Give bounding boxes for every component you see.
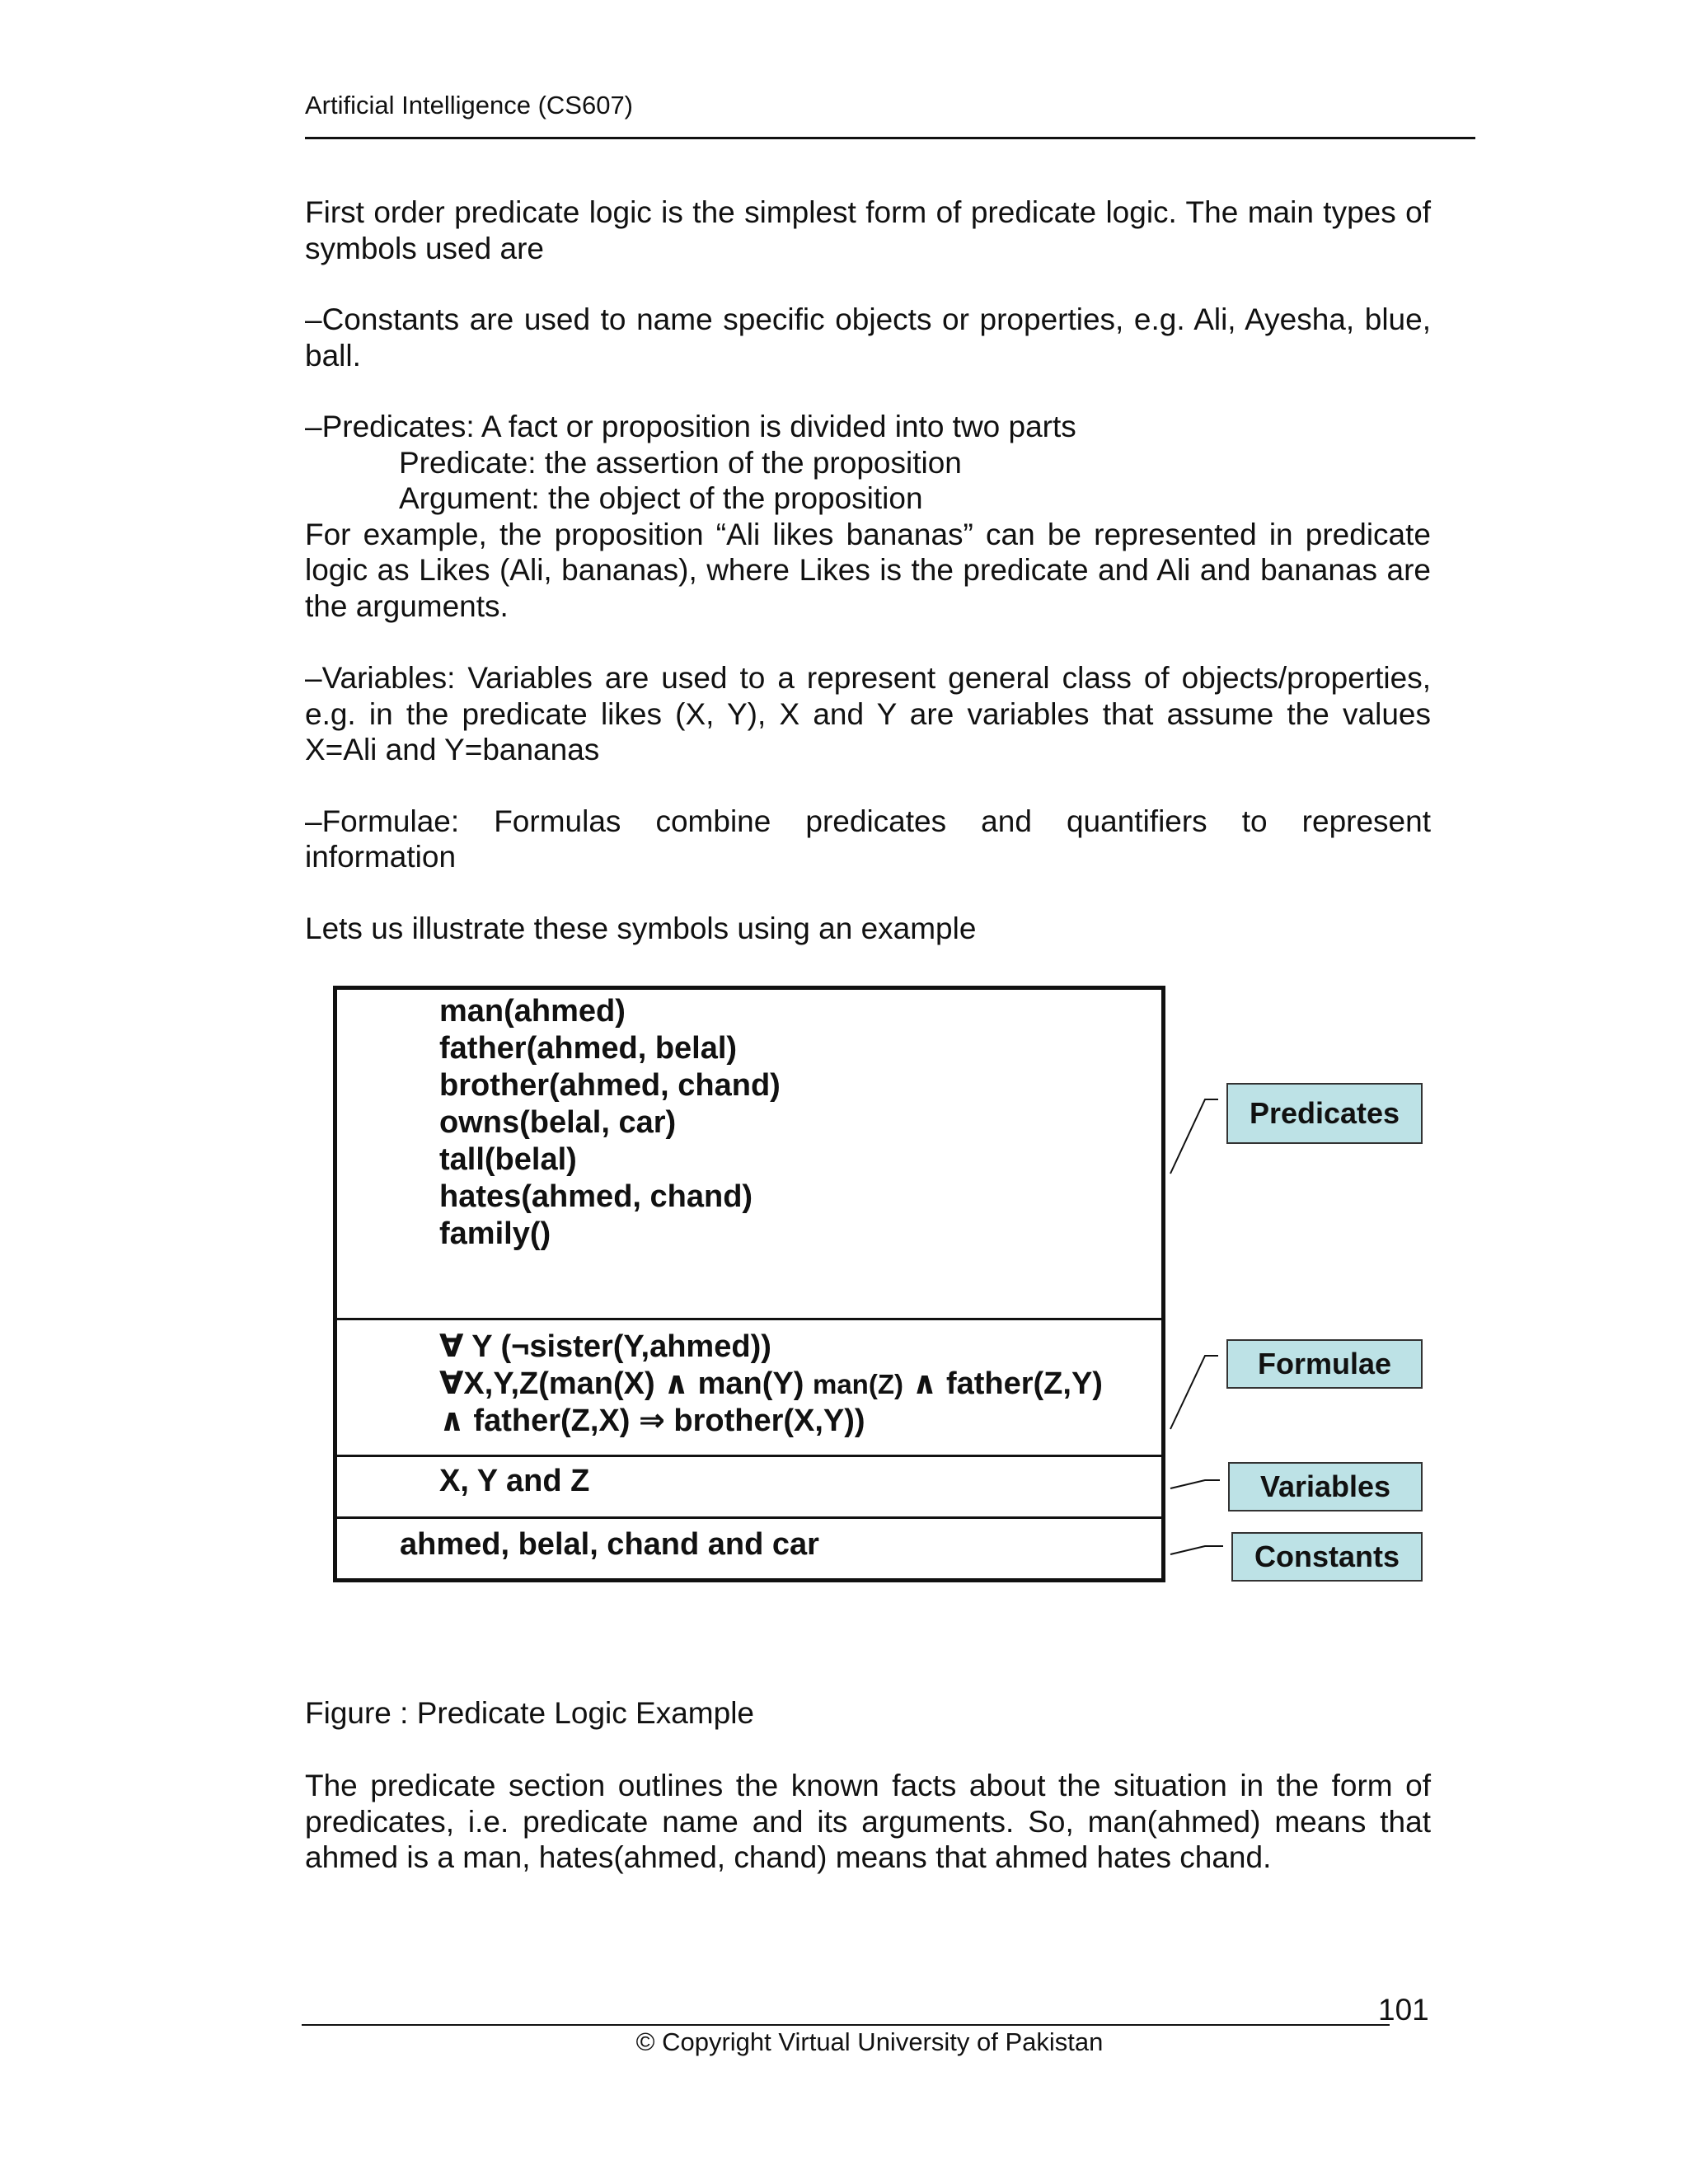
argument-definition: Argument: the object of the proposition — [399, 481, 923, 515]
closing-paragraph: The predicate section outlines the known facts about the situation in the form of predicates, i.e. predicate name and its arguments. So, man(ahmed) means that ahmed is a man, hates(ahmed, chand) means that ahmed hates chand. — [305, 1769, 1431, 1874]
predicate-definition: Predicate: the assertion of the proposition — [399, 445, 962, 480]
predicate-item: tall(belal) — [439, 1142, 577, 1177]
copyright: © Copyright Virtual University of Pakistan — [635, 2027, 1104, 2056]
predicate-item: father(ahmed, belal) — [439, 1031, 738, 1066]
formulae-connector — [1170, 1356, 1218, 1429]
variables-row: X, Y and Z — [439, 1464, 590, 1498]
constants-row: ahmed, belal, chand and car — [400, 1527, 819, 1562]
predicates-intro: –Predicates: A fact or proposition is divided into two parts — [305, 410, 1076, 443]
formulae-paragraph-line2: information — [305, 840, 457, 874]
figure-caption: Figure : Predicate Logic Example — [305, 1696, 754, 1730]
predicates-example: For example, the proposition “Ali likes bananas” can be represented in predicate logic as Likes (Ali, bananas), where Likes is the predicate and Ali and bananas are the arguments. — [305, 517, 1431, 623]
predicate-item: hates(ahmed, chand) — [439, 1179, 753, 1214]
illustrate-paragraph: Lets us illustrate these symbols using an example — [305, 912, 977, 945]
predicate-item: brother(ahmed, chand) — [439, 1068, 781, 1103]
variables-paragraph: –Variables: Variables are used to a represent general class of objects/properties, e.g. in the predicate likes (X, Y), X and Y are variables that assume the values X=Ali and Y=bananas — [305, 661, 1431, 766]
formula-item: ∀ Y (¬sister(Y,ahmed)) — [439, 1329, 771, 1364]
predicate-item: owns(belal, car) — [439, 1105, 677, 1140]
formulae-label: Formulae — [1226, 1339, 1423, 1389]
constants-paragraph: –Constants are used to name specific objects or properties, e.g. Ali, Ayesha, blue, ball. — [305, 302, 1431, 373]
running-header: Artificial Intelligence (CS607) — [305, 91, 634, 120]
footer-rule — [302, 2024, 1390, 2026]
predicate-item: man(ahmed) — [439, 994, 626, 1029]
formulae-paragraph-line1: –Formulae: Formulas combine predicates and quantifiers to represent — [305, 804, 1431, 838]
formula-item: ∧ father(Z,X) ⇒ brother(X,Y)) — [439, 1404, 865, 1438]
formula-item: ∀X,Y,Z(man(X) ∧ man(Y) man(Z) ∧ father(Z,Y) — [439, 1366, 1103, 1401]
predicates-label: Predicates — [1226, 1083, 1423, 1144]
constants-label: Constants — [1231, 1532, 1423, 1582]
page-number: 101 — [1378, 1993, 1429, 2027]
variables-label: Variables — [1228, 1462, 1423, 1511]
intro-paragraph: First order predicate logic is the simplest form of predicate logic. The main types of symbols used are — [305, 195, 1431, 265]
constants-connector — [1170, 1546, 1223, 1554]
predicates-connector — [1170, 1099, 1218, 1174]
variables-connector — [1170, 1480, 1220, 1488]
predicate-item: family() — [439, 1216, 551, 1251]
